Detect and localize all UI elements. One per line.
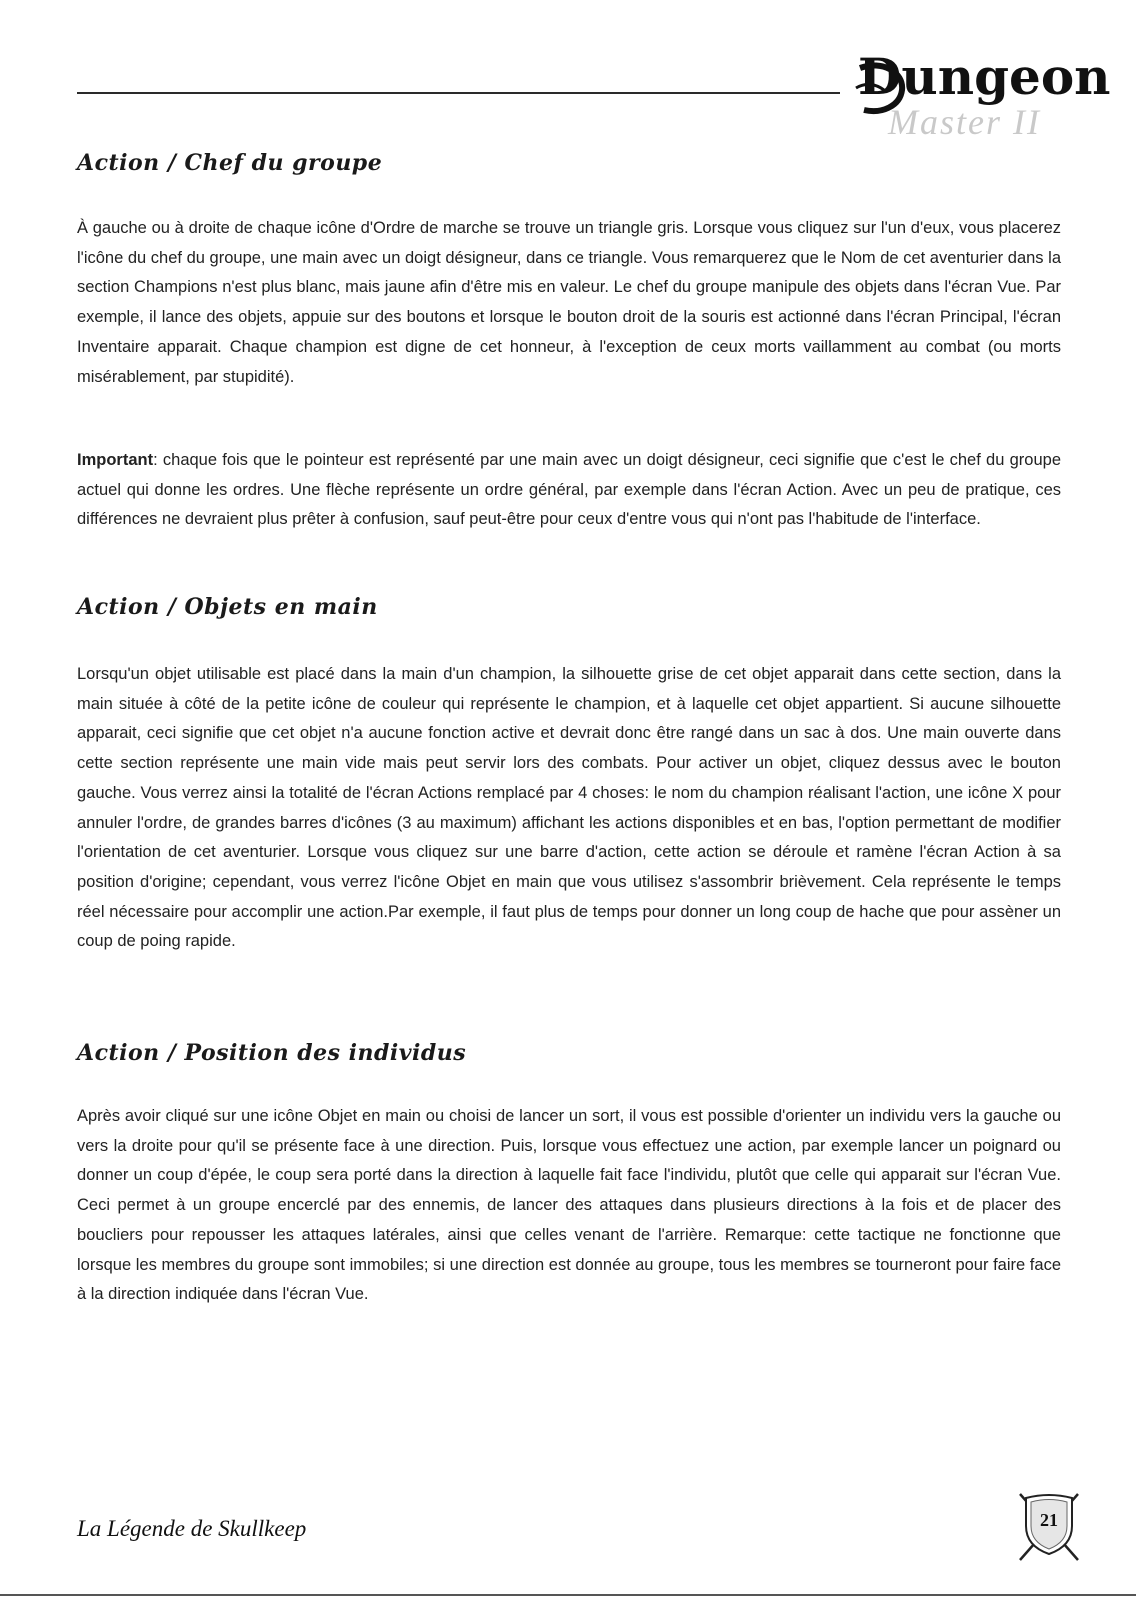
- page-number: 21: [1040, 1510, 1058, 1530]
- header-rule: [77, 92, 840, 94]
- page-number-badge: [1014, 1490, 1084, 1564]
- logo-title: Dungeon: [858, 47, 1111, 106]
- logo-subtitle: Master II: [888, 102, 1041, 142]
- bottom-rule: [0, 1594, 1136, 1596]
- paragraph-text: : chaque fois que le pointeur est représenté par une main avec un doigt désigneur, ceci signifie que c'est le chef du groupe actuel qui donne les ordres. Une flèche représente un ordre général, par exemple dans l'écran Action. Avec un peu de pratique, ces différences ne devraient plus prêter à confusion, sauf peut-être pour ceux d'entre vous qui n'ont pas l'habitude de l'interface.: [77, 451, 1061, 529]
- dungeon-master-logo: [858, 47, 1111, 152]
- paragraph: [77, 660, 1061, 957]
- paragraph: [77, 214, 1061, 392]
- section-title-position-des-individus: Action / Position des individus: [77, 1040, 467, 1066]
- section-title-objets-en-main: Action / Objets en main: [77, 594, 378, 620]
- section-title-chef-du-groupe: Action / Chef du groupe: [77, 150, 383, 176]
- important-label: Important: [77, 451, 154, 469]
- paragraph-text: Après avoir cliqué sur une icône Objet en main ou choisi de lancer un sort, il vous est possible d'orienter un individu vers la gauche ou vers la droite pour qu'il se présente face à une direction. Puis, lorsque vous effectuez une action, par exemple lancer un poignard ou donner un coup d'épée, le coup sera porté dans la direction à laquelle fait face l'individu, plutôt que celle qui apparait sur l'écran Vue. Ceci permet à un groupe encerclé par des ennemis, de lancer des attaques dans plusieurs directions à la fois et de placer des boucliers pour repousser les attaques latérales, ainsi que celles venant de l'arrière. Remarque: cette tactique ne fonctionne que lorsque les membres du groupe sont immobiles; si une direction est donnée au groupe, tous les membres se tourneront pour faire face à la direction indiquée dans l'écran Vue.: [77, 1107, 1061, 1304]
- footer-book-title: La Légende de Skullkeep: [77, 1516, 307, 1541]
- paragraph-important: [77, 446, 1061, 535]
- paragraph: [77, 1102, 1061, 1310]
- paragraph-text: Lorsqu'un objet utilisable est placé dans la main d'un champion, la silhouette grise de cet objet apparait dans cette section, dans la main située à côté de la petite icône de couleur qui représente le champion, et à laquelle cet objet appartient. Si aucune silhouette apparait, ceci signifie que cet objet n'a aucune fonction active et devrait donc être rangé dans un sac à dos. Une main ouverte dans cette section représente une main vide mais peut servir lors des combats. Pour activer un objet, cliquez dessus avec le bouton gauche. Vous verrez ainsi la totalité de l'écran Actions remplacé par 4 choses: le nom du champion réalisant l'action, une icône X pour annuler l'ordre, de grandes barres d'icônes (3 au maximum) affichant les actions disponibles et en bas, l'option permettant de modifier l'orientation de cet aventurier. Lorsque vous cliquez sur une barre d'action, cette action se déroule et ramène l'écran Action à sa position d'origine; cependant, vous verrez l'icône Objet en main que vous utilisez s'assombrir brièvement. Cela représente le temps réel nécessaire pour accomplir une action.Par exemple, il faut plus de temps pour donner un long coup de hache que pour assèner un coup de poing rapide.: [77, 665, 1061, 951]
- paragraph-text: À gauche ou à droite de chaque icône d'Ordre de marche se trouve un triangle gris. Lorsque vous cliquez sur l'un d'eux, vous placerez l'icône du chef du groupe, une main avec un doigt désigneur, dans ce triangle. Vous remarquerez que le Nom de cet aventurier dans la section Champions n'est plus blanc, mais jaune afin d'être mis en valeur. Le chef du groupe manipule des objets dans l'écran Vue. Par exemple, il lance des objets, appuie sur des boutons et lorsque le bouton droit de la souris est actionné dans l'écran Principal, l'écran Inventaire apparait. Chaque champion est digne de cet honneur, à l'exception de ceux morts vaillamment au combat (ou morts misérablement, par stupidité).: [77, 219, 1061, 386]
